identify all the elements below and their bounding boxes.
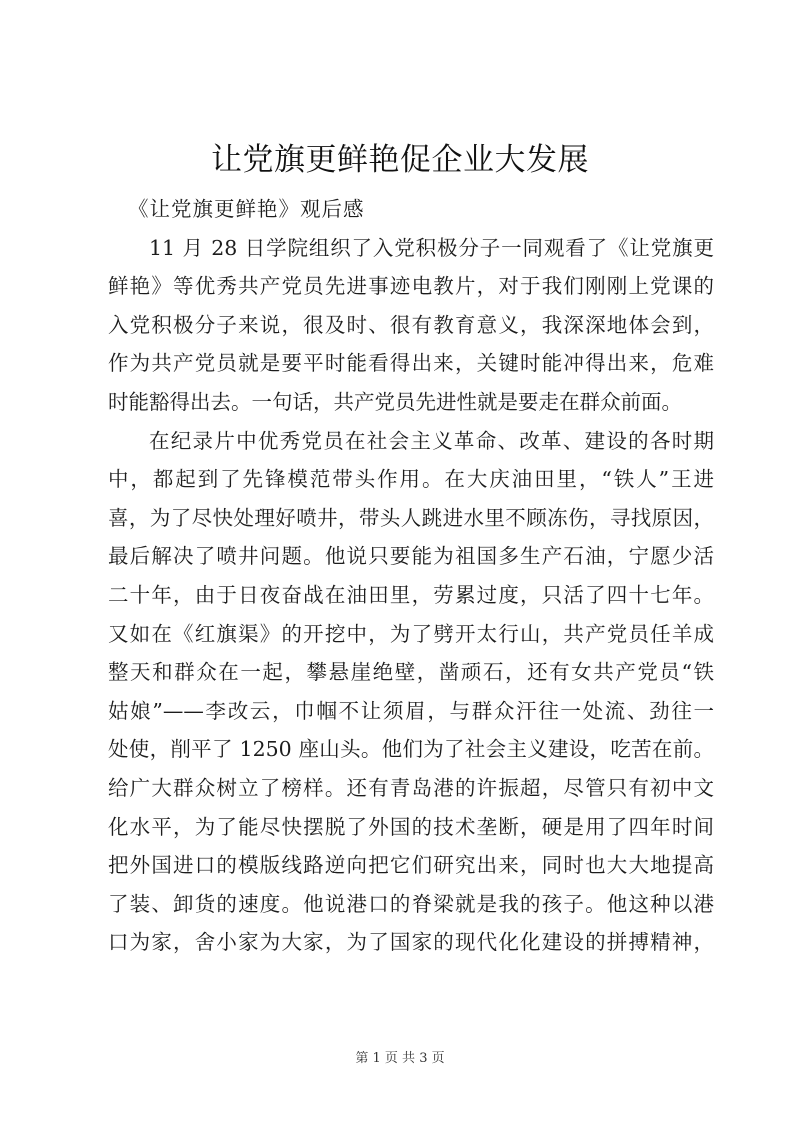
paragraph-line: 二十年，由于日夜奋战在油田里，劳累过度，只活了四十七年。	[108, 582, 714, 607]
paragraph-line: 中，都起到了先锋模范带头作用。在大庆油田里，“铁人”王进	[108, 467, 714, 492]
paragraph-line: 鲜艳》等优秀共产党员先进事迹电教片，对于我们刚刚上党课的	[108, 274, 714, 299]
paragraph-line: 把外国进口的模版线路逆向把它们研究出来，同时也大大地提高	[108, 853, 714, 878]
paragraph-line: 在纪录片中优秀党员在社会主义革命、改革、建设的各时期	[149, 428, 714, 453]
paragraph-line: 入党积极分子来说，很及时、很有教育意义，我深深地体会到，	[108, 312, 714, 337]
document-subtitle: 《让党旗更鲜艳》观后感	[128, 197, 365, 221]
document-title: 让党旗更鲜艳促企业大发展	[211, 142, 589, 178]
paragraph-line: 给广大群众树立了榜样。还有青岛港的许振超，尽管只有初中文	[108, 775, 714, 800]
paragraph-line: 11 月 28 日学院组织了入党积极分子一同观看了《让党旗更	[149, 235, 714, 260]
paragraph-line: 作为共产党员就是要平时能看得出来，关键时能冲得出来，危难	[108, 351, 714, 376]
paragraph-line: 又如在《红旗渠》的开挖中，为了劈开太行山，共产党员任羊成	[108, 621, 714, 646]
page-footer: 第 1 页 共 3 页	[355, 1051, 445, 1066]
paragraph-line: 整天和群众在一起，攀悬崖绝壁，凿顽石，还有女共产党员“铁	[108, 660, 714, 685]
paragraph-line: 时能豁得出去。一句话，共产党员先进性就是要走在群众前面。	[108, 389, 682, 414]
paragraph-line: 姑娘”——李改云，巾帼不让须眉，与群众汗往一处流、劲往一	[108, 698, 714, 723]
document-body	[108, 190, 714, 962]
paragraph-line: 处使，削平了 1250 座山头。他们为了社会主义建设，吃苦在前。	[108, 737, 714, 762]
paragraph-line: 喜，为了尽快处理好喷井，带头人跳进水里不顾冻伤，寻找原因，	[108, 505, 714, 530]
paragraph-line: 了装、卸货的速度。他说港口的脊梁就是我的孩子。他这种以港	[108, 891, 714, 916]
paragraph-line: 化水平，为了能尽快摆脱了外国的技术垄断，硬是用了四年时间	[108, 814, 714, 839]
paragraph-line: 口为家，舍小家为大家，为了国家的现代化化建设的拼搏精神，	[108, 930, 714, 955]
paragraph-line: 最后解决了喷井问题。他说只要能为祖国多生产石油，宁愿少活	[108, 544, 714, 569]
